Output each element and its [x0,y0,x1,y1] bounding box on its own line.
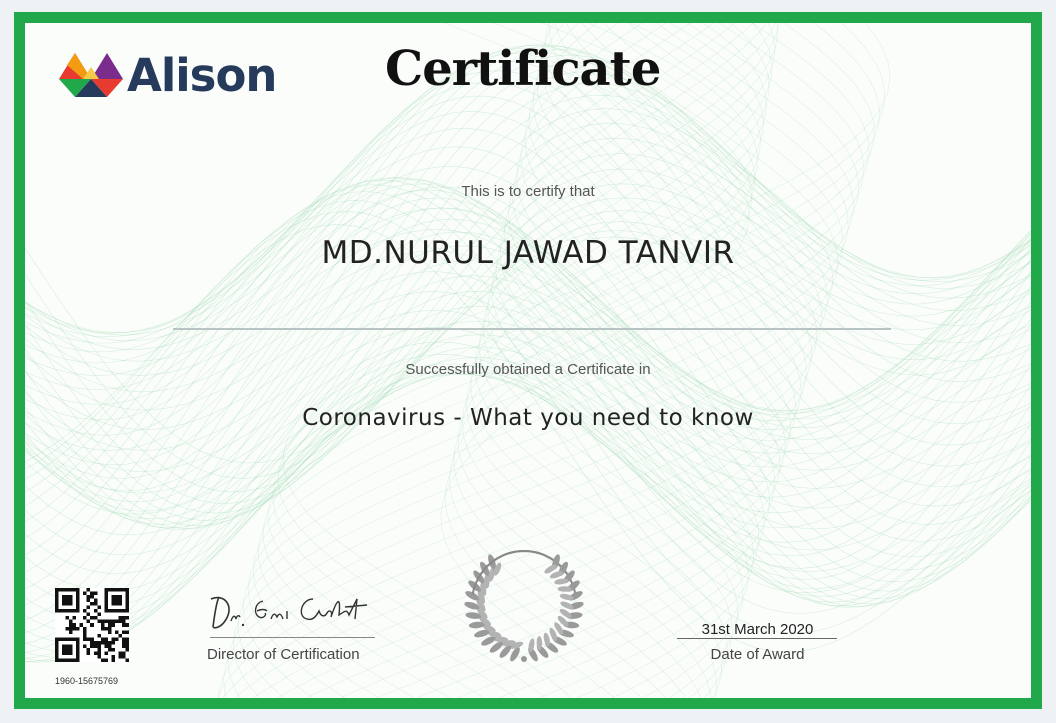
alison-logo-icon [55,49,127,101]
alison-logo [55,47,276,103]
recipient-name: MD.NURUL JAWAD TANVIR [321,235,735,271]
laurel-wreath-icon [450,541,598,671]
award-date-label: Date of Award [710,646,805,663]
verification-code: 1960-15675769 [55,676,119,686]
certificate-title: Certificate [385,41,661,97]
signature-line [210,637,375,638]
award-date: 31st March 2020 [701,621,814,638]
alison-logo-text: Alison [127,48,277,102]
certify-line: This is to certify that [461,183,595,200]
signatory-role: Director of Certification [207,646,360,663]
date-line [677,638,837,639]
name-divider [173,328,891,330]
signature-image [205,589,380,637]
qr-code-icon[interactable] [55,588,129,662]
certificate-paper [25,23,1031,698]
certificate-border [14,12,1042,709]
obtained-line: Successfully obtained a Certificate in [405,361,651,378]
course-title: Coronavirus - What you need to know [302,405,754,431]
